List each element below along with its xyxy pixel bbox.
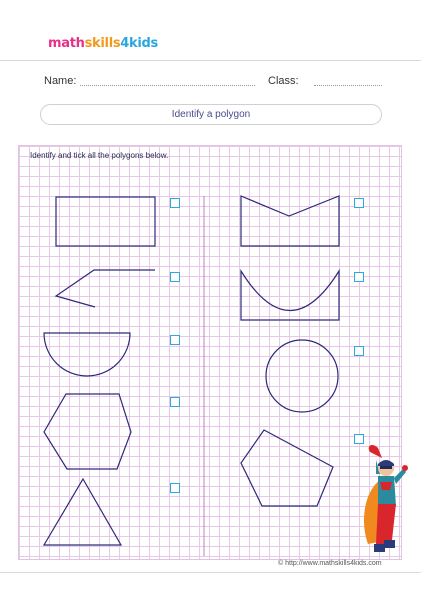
logo-part-skills: skills	[84, 36, 121, 51]
checkbox-semicircle[interactable]	[170, 335, 180, 345]
worksheet-title: Identify a polygon	[40, 104, 382, 125]
superhero-illustration	[358, 444, 408, 562]
class-label: Class:	[268, 75, 299, 87]
checkbox-open-figure[interactable]	[170, 272, 180, 282]
checkbox-notched-rectangle[interactable]	[354, 198, 364, 208]
logo-part-4kids: 4kids	[120, 36, 158, 51]
shape-triangle	[44, 479, 121, 545]
checkbox-curved-rectangle[interactable]	[354, 272, 364, 282]
logo-part-math: math	[48, 36, 85, 51]
shape-open-figure	[56, 270, 155, 307]
checkbox-pentagon[interactable]	[354, 434, 364, 444]
shape-hexagon	[44, 394, 131, 469]
checkbox-hexagon[interactable]	[170, 397, 180, 407]
shape-pentagon	[241, 430, 333, 506]
instruction-text: Identify and tick all the polygons below.	[30, 151, 169, 160]
name-label: Name:	[44, 75, 77, 87]
shape-curved-rectangle	[241, 271, 339, 320]
shape-rectangle	[56, 197, 155, 246]
footer-divider	[0, 572, 421, 573]
footer-copyright: © http://www.mathskills4kids.com	[278, 560, 382, 567]
checkbox-triangle[interactable]	[170, 483, 180, 493]
shape-semicircle	[44, 333, 130, 376]
checkbox-circle[interactable]	[354, 346, 364, 356]
shape-notched-rectangle	[241, 196, 339, 246]
shape-circle	[266, 340, 338, 412]
checkbox-rectangle[interactable]	[170, 198, 180, 208]
